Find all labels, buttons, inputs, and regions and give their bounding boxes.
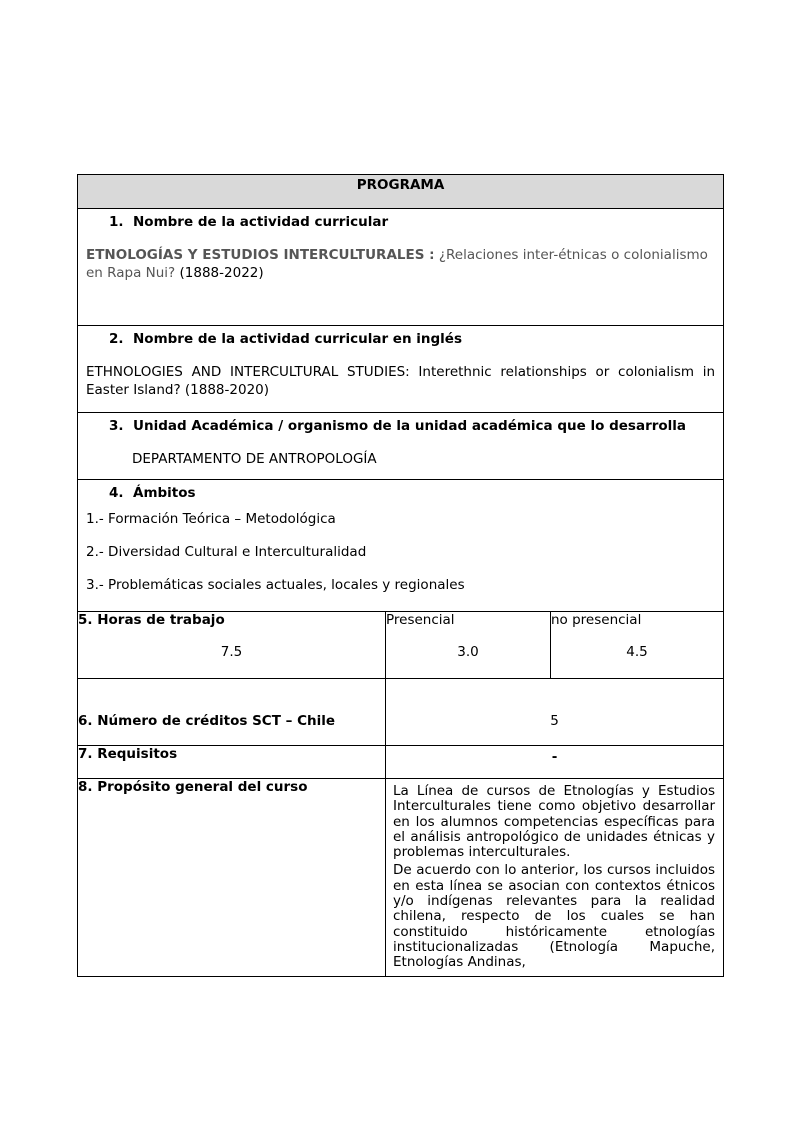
- work-hours-total: 7.5: [220, 644, 243, 660]
- program-table: [77, 174, 724, 977]
- purpose-label-cell: [78, 779, 386, 977]
- requisites-value: -: [386, 746, 724, 779]
- work-hours-cell: [78, 612, 386, 679]
- purpose-label: 8. Propósito general del curso: [78, 779, 308, 795]
- ambito-item: 1.- Formación Teórica – Metodológica: [86, 511, 336, 527]
- section-1: [78, 209, 724, 326]
- activity-name: ETNOLOGÍAS Y ESTUDIOS INTERCULTURALES : ¿Relaciones inter-étnicas o colonialismo en Rapa Nui? (1888-2022): [86, 247, 708, 281]
- requisites-label: 7. Requisitos: [78, 746, 178, 762]
- section-3-title: 3. Unidad Académica / organismo de la unidad académica que lo desarrolla: [109, 418, 687, 434]
- section-4: [78, 480, 724, 612]
- requisites-label-cell: [78, 746, 386, 779]
- ambito-item: 2.- Diversidad Cultural e Interculturalidad: [86, 544, 367, 560]
- section-2: [78, 326, 724, 413]
- credits-label-cell: [78, 679, 386, 746]
- presencial-cell: [386, 612, 551, 679]
- purpose-paragraph-1: La Línea de cursos de Etnologías y Estudios Interculturales tiene como objetivo desarrollar en los alumnos competencias específicas para el análisis antropológico de unidades étnicas y problemas interculturales.: [393, 783, 716, 861]
- no-presencial-label: no presencial: [551, 612, 642, 628]
- section-1-title: 1. Nombre de la actividad curricular: [109, 214, 389, 230]
- activity-name-english: ETHNOLOGIES AND INTERCULTURAL STUDIES: Interethnic relationships or colonialism in Easter Island? (1888-2020): [86, 364, 716, 398]
- section-3: [78, 413, 724, 480]
- presencial-label: Presencial: [386, 612, 455, 628]
- purpose-paragraph-2: De acuerdo con lo anterior, los cursos incluidos en esta línea se asocian con contextos étnicos y/o indígenas relevantes para la realidad chilena, respecto de los cuales se han constituido históricamente etnologías institucionalizadas (Etnología Mapuche, Etnologías Andinas,: [393, 862, 716, 971]
- program-header: PROGRAMA: [78, 175, 724, 209]
- section-4-title: 4. Ámbitos: [109, 485, 196, 501]
- ambito-item: 3.- Problemáticas sociales actuales, locales y regionales: [86, 577, 465, 593]
- purpose-text: [386, 779, 724, 977]
- section-2-title: 2. Nombre de la actividad curricular en inglés: [109, 331, 462, 347]
- presencial-value: 3.0: [457, 644, 479, 660]
- credits-value: 5: [386, 679, 724, 746]
- credits-label: 6. Número de créditos SCT – Chile: [78, 713, 335, 729]
- work-hours-label: 5. Horas de trabajo: [78, 612, 225, 628]
- academic-unit: DEPARTAMENTO DE ANTROPOLOGÍA: [132, 451, 377, 467]
- no-presencial-cell: [551, 612, 724, 679]
- no-presencial-value: 4.5: [626, 644, 648, 660]
